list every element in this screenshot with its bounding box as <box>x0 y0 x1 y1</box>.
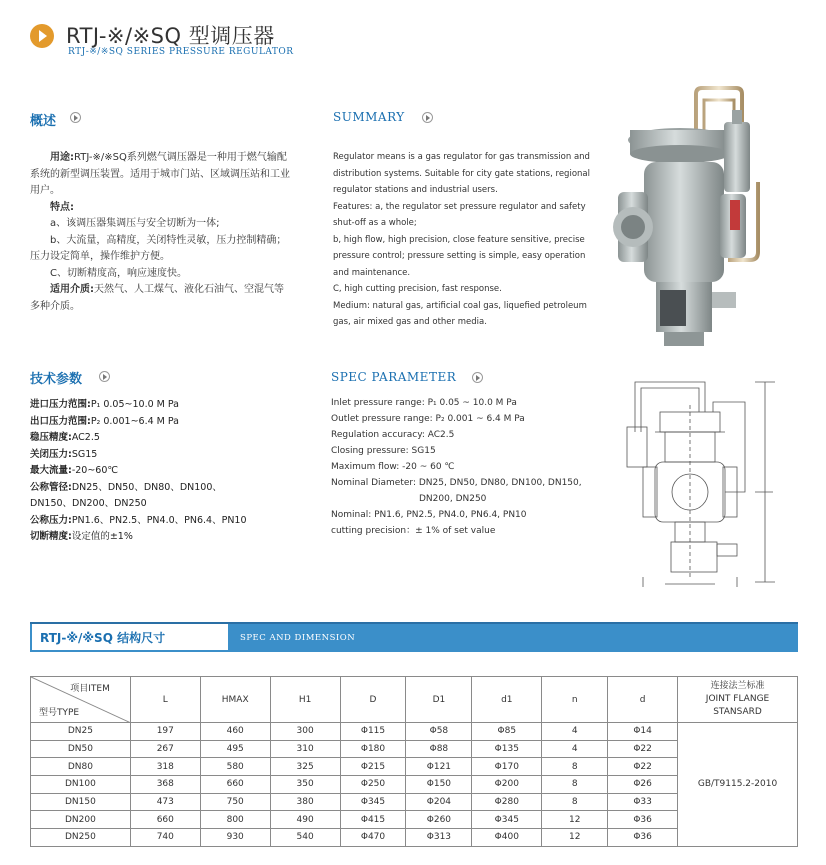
table-cell: Φ14 <box>608 723 678 741</box>
table-cell: Φ121 <box>406 758 472 776</box>
spec-row: 关闭压力:SG15 <box>30 448 98 460</box>
table-cell: Φ313 <box>406 829 472 847</box>
page-subtitle: RTJ-※/※SQ SERIES PRESSURE REGULATOR <box>68 47 294 57</box>
table-cell: Φ115 <box>340 723 406 741</box>
table-banner <box>30 622 798 652</box>
table-cell: Φ170 <box>472 758 542 776</box>
table-cell: 740 <box>130 829 200 847</box>
dimension-drawing <box>605 372 805 592</box>
table-cell: Φ204 <box>406 793 472 811</box>
medium-label: 适用介质: <box>50 284 94 295</box>
column-header: D <box>340 677 406 723</box>
summary-en-paragraph: b, high flow, high precision, close feature sensitive, precise pressure control; pressure setting is simple, easy operation and maintenance. <box>333 234 586 278</box>
spec-row: 出口压力范围:P₂ 0.001~6.4 M Pa <box>30 415 179 427</box>
table-cell: Φ260 <box>406 811 472 829</box>
table-cell: 368 <box>130 776 200 794</box>
table-cell: 800 <box>200 811 270 829</box>
summary-en <box>333 149 601 331</box>
summary-en-paragraph: C, high cutting precision, fast response. <box>333 284 502 294</box>
spec-row: 公称压力:PN1.6、PN2.5、PN4.0、PN6.4、PN10 <box>30 514 247 526</box>
table-cell: Φ215 <box>340 758 406 776</box>
table-header-row <box>31 677 798 723</box>
table-corner-cell <box>31 677 131 723</box>
medium-text: 天然气、人工煤气、液化石油气、空混气等多种介质。 <box>30 284 284 312</box>
table-cell: Φ250 <box>340 776 406 794</box>
type-cell: DN150 <box>31 793 131 811</box>
summary-cn <box>30 150 292 315</box>
table-cell: 350 <box>270 776 340 794</box>
arrow-right-circle-icon <box>472 372 483 383</box>
type-cell: DN100 <box>31 776 131 794</box>
arrow-right-circle-icon <box>70 112 81 123</box>
table-cell: Φ135 <box>472 740 542 758</box>
spec-heading-cn: 技术参数 <box>30 372 83 387</box>
table-cell: 473 <box>130 793 200 811</box>
spec-row: 最大流量:-20~60℃ <box>30 465 119 476</box>
spec-en-row: Nominal Diameter: DN25, DN50, DN80, DN100, DN150, <box>331 478 582 488</box>
type-cell: DN200 <box>31 811 131 829</box>
spec-en-row: DN200, DN250 <box>419 494 487 504</box>
table-cell: 540 <box>270 829 340 847</box>
type-cell: DN250 <box>31 829 131 847</box>
table-cell: 380 <box>270 793 340 811</box>
table-cell: Φ58 <box>406 723 472 741</box>
spec-row: 进口压力范围:P₁ 0.05~10.0 M Pa <box>30 399 179 410</box>
type-cell: DN25 <box>31 723 131 741</box>
arrow-right-circle-icon <box>99 371 110 382</box>
table-cell: Φ22 <box>608 758 678 776</box>
summary-en-paragraph: Regulator means is a gas regulator for gas transmission and distribution systems. Suitable for city gate stations, regional regulator stations and industrial users. <box>333 152 590 195</box>
corner-type-label: 型号TYPE <box>39 708 80 718</box>
spec-en-row: Outlet pressure range: P₂ 0.001 ~ 6.4 M Pa <box>331 414 525 424</box>
table-cell: Φ415 <box>340 811 406 829</box>
spec-en-row: Maximum flow: -20 ~ 60 ℃ <box>331 462 455 472</box>
spec-en-row: Regulation accuracy: AC2.5 <box>331 430 455 440</box>
table-cell: 310 <box>270 740 340 758</box>
type-cell: DN50 <box>31 740 131 758</box>
summary-en-paragraph: Features: a, the regulator set pressure regulator and safety shut-off as a whole; <box>333 201 586 228</box>
table-cell: 495 <box>200 740 270 758</box>
table-cell: 660 <box>130 811 200 829</box>
table-cell: 12 <box>542 811 608 829</box>
spec-en-row: cutting precision：± 1% of set value <box>331 526 496 536</box>
use-text: RTJ-※/※SQ系列燃气调压器是一种用于燃气输配系统的新型调压装置。适用于城市门站、区域调压站和工业用户。 <box>30 152 290 196</box>
feature-item: a、该调压器集调压与安全切断为一体; <box>50 218 220 229</box>
spec-row: DN150、DN200、DN250 <box>30 498 147 509</box>
table-cell: 490 <box>270 811 340 829</box>
type-cell: DN80 <box>31 758 131 776</box>
table-cell: 8 <box>542 776 608 794</box>
spec-cn-list <box>30 397 247 546</box>
table-cell: 4 <box>542 723 608 741</box>
column-header: HMAX <box>200 677 270 723</box>
regulator-photo <box>608 82 804 350</box>
arrow-right-circle-icon <box>422 112 433 123</box>
column-header: n <box>542 677 608 723</box>
table-cell: 460 <box>200 723 270 741</box>
spec-row: 稳压精度:AC2.5 <box>30 432 100 443</box>
table-cell: 8 <box>542 758 608 776</box>
spec-heading-en: SPEC PARAMETER <box>331 370 457 384</box>
table-cell: Φ345 <box>340 793 406 811</box>
table-cell: 197 <box>130 723 200 741</box>
feature-item: C、切断精度高，响应速度快。 <box>50 267 187 279</box>
table-cell: 580 <box>200 758 270 776</box>
spec-en-list <box>331 395 582 539</box>
feature-item: b、大流量，高精度，关闭特性灵敏，压力控制精确；压力设定简单，操作维护方便。 <box>30 234 287 262</box>
page-title: RTJ-※/※SQ 型调压器 <box>66 24 275 48</box>
table-cell: 300 <box>270 723 340 741</box>
table-cell: Φ36 <box>608 811 678 829</box>
spec-row: 公称管径:DN25、DN50、DN80、DN100、 <box>30 481 222 493</box>
spec-en-row: Inlet pressure range: P₁ 0.05 ~ 10.0 M Pa <box>331 398 517 408</box>
spec-en-row: Nominal: PN1.6, PN2.5, PN4.0, PN6.4, PN10 <box>331 510 527 520</box>
table-cell: Φ470 <box>340 829 406 847</box>
summary-en-paragraph: Medium: natural gas, artificial coal gas, liquefied petroleum gas, air mixed gas and other media. <box>333 300 587 327</box>
table-cell: Φ88 <box>406 740 472 758</box>
table-cell: Φ180 <box>340 740 406 758</box>
column-header-standard: 连接法兰标准 JOINT FLANGE STANSARD <box>678 677 798 723</box>
table-title-en: SPEC AND DIMENSION <box>240 633 356 643</box>
table-title-cn: RTJ-※/※SQ 结构尺寸 <box>40 631 166 645</box>
spec-en-row: Closing pressure: SG15 <box>331 446 436 456</box>
table-cell: 4 <box>542 740 608 758</box>
table-cell: 8 <box>542 793 608 811</box>
table-cell: 750 <box>200 793 270 811</box>
column-header: D1 <box>406 677 472 723</box>
table-cell: 318 <box>130 758 200 776</box>
corner-item-label: 项目ITEM <box>70 684 110 694</box>
table-cell: Φ280 <box>472 793 542 811</box>
table-cell: 930 <box>200 829 270 847</box>
table-cell: Φ200 <box>472 776 542 794</box>
table-cell: Φ400 <box>472 829 542 847</box>
table-cell: Φ33 <box>608 793 678 811</box>
table-cell: 660 <box>200 776 270 794</box>
table-cell: Φ26 <box>608 776 678 794</box>
feature-label: 特点: <box>50 201 74 213</box>
standard-cell: GB/T9115.2-2010 <box>678 723 798 847</box>
play-circle-icon <box>30 24 54 48</box>
spec-row: 切断精度:设定值的±1% <box>30 531 133 542</box>
column-header: H1 <box>270 677 340 723</box>
dimension-table <box>30 676 798 847</box>
column-header: L <box>130 677 200 723</box>
column-header: d1 <box>472 677 542 723</box>
table-cell: 325 <box>270 758 340 776</box>
table-cell: Φ345 <box>472 811 542 829</box>
table-cell: Φ36 <box>608 829 678 847</box>
table-cell: Φ150 <box>406 776 472 794</box>
table-cell: 12 <box>542 829 608 847</box>
use-label: 用途: <box>50 152 74 163</box>
table-cell: Φ85 <box>472 723 542 741</box>
table-cell: 267 <box>130 740 200 758</box>
table-banner-label-box <box>30 624 230 652</box>
summary-heading-cn: 概述 <box>30 114 57 129</box>
summary-heading-en: SUMMARY <box>333 110 405 124</box>
table-cell: Φ22 <box>608 740 678 758</box>
column-header: d <box>608 677 678 723</box>
table-row <box>31 723 798 741</box>
